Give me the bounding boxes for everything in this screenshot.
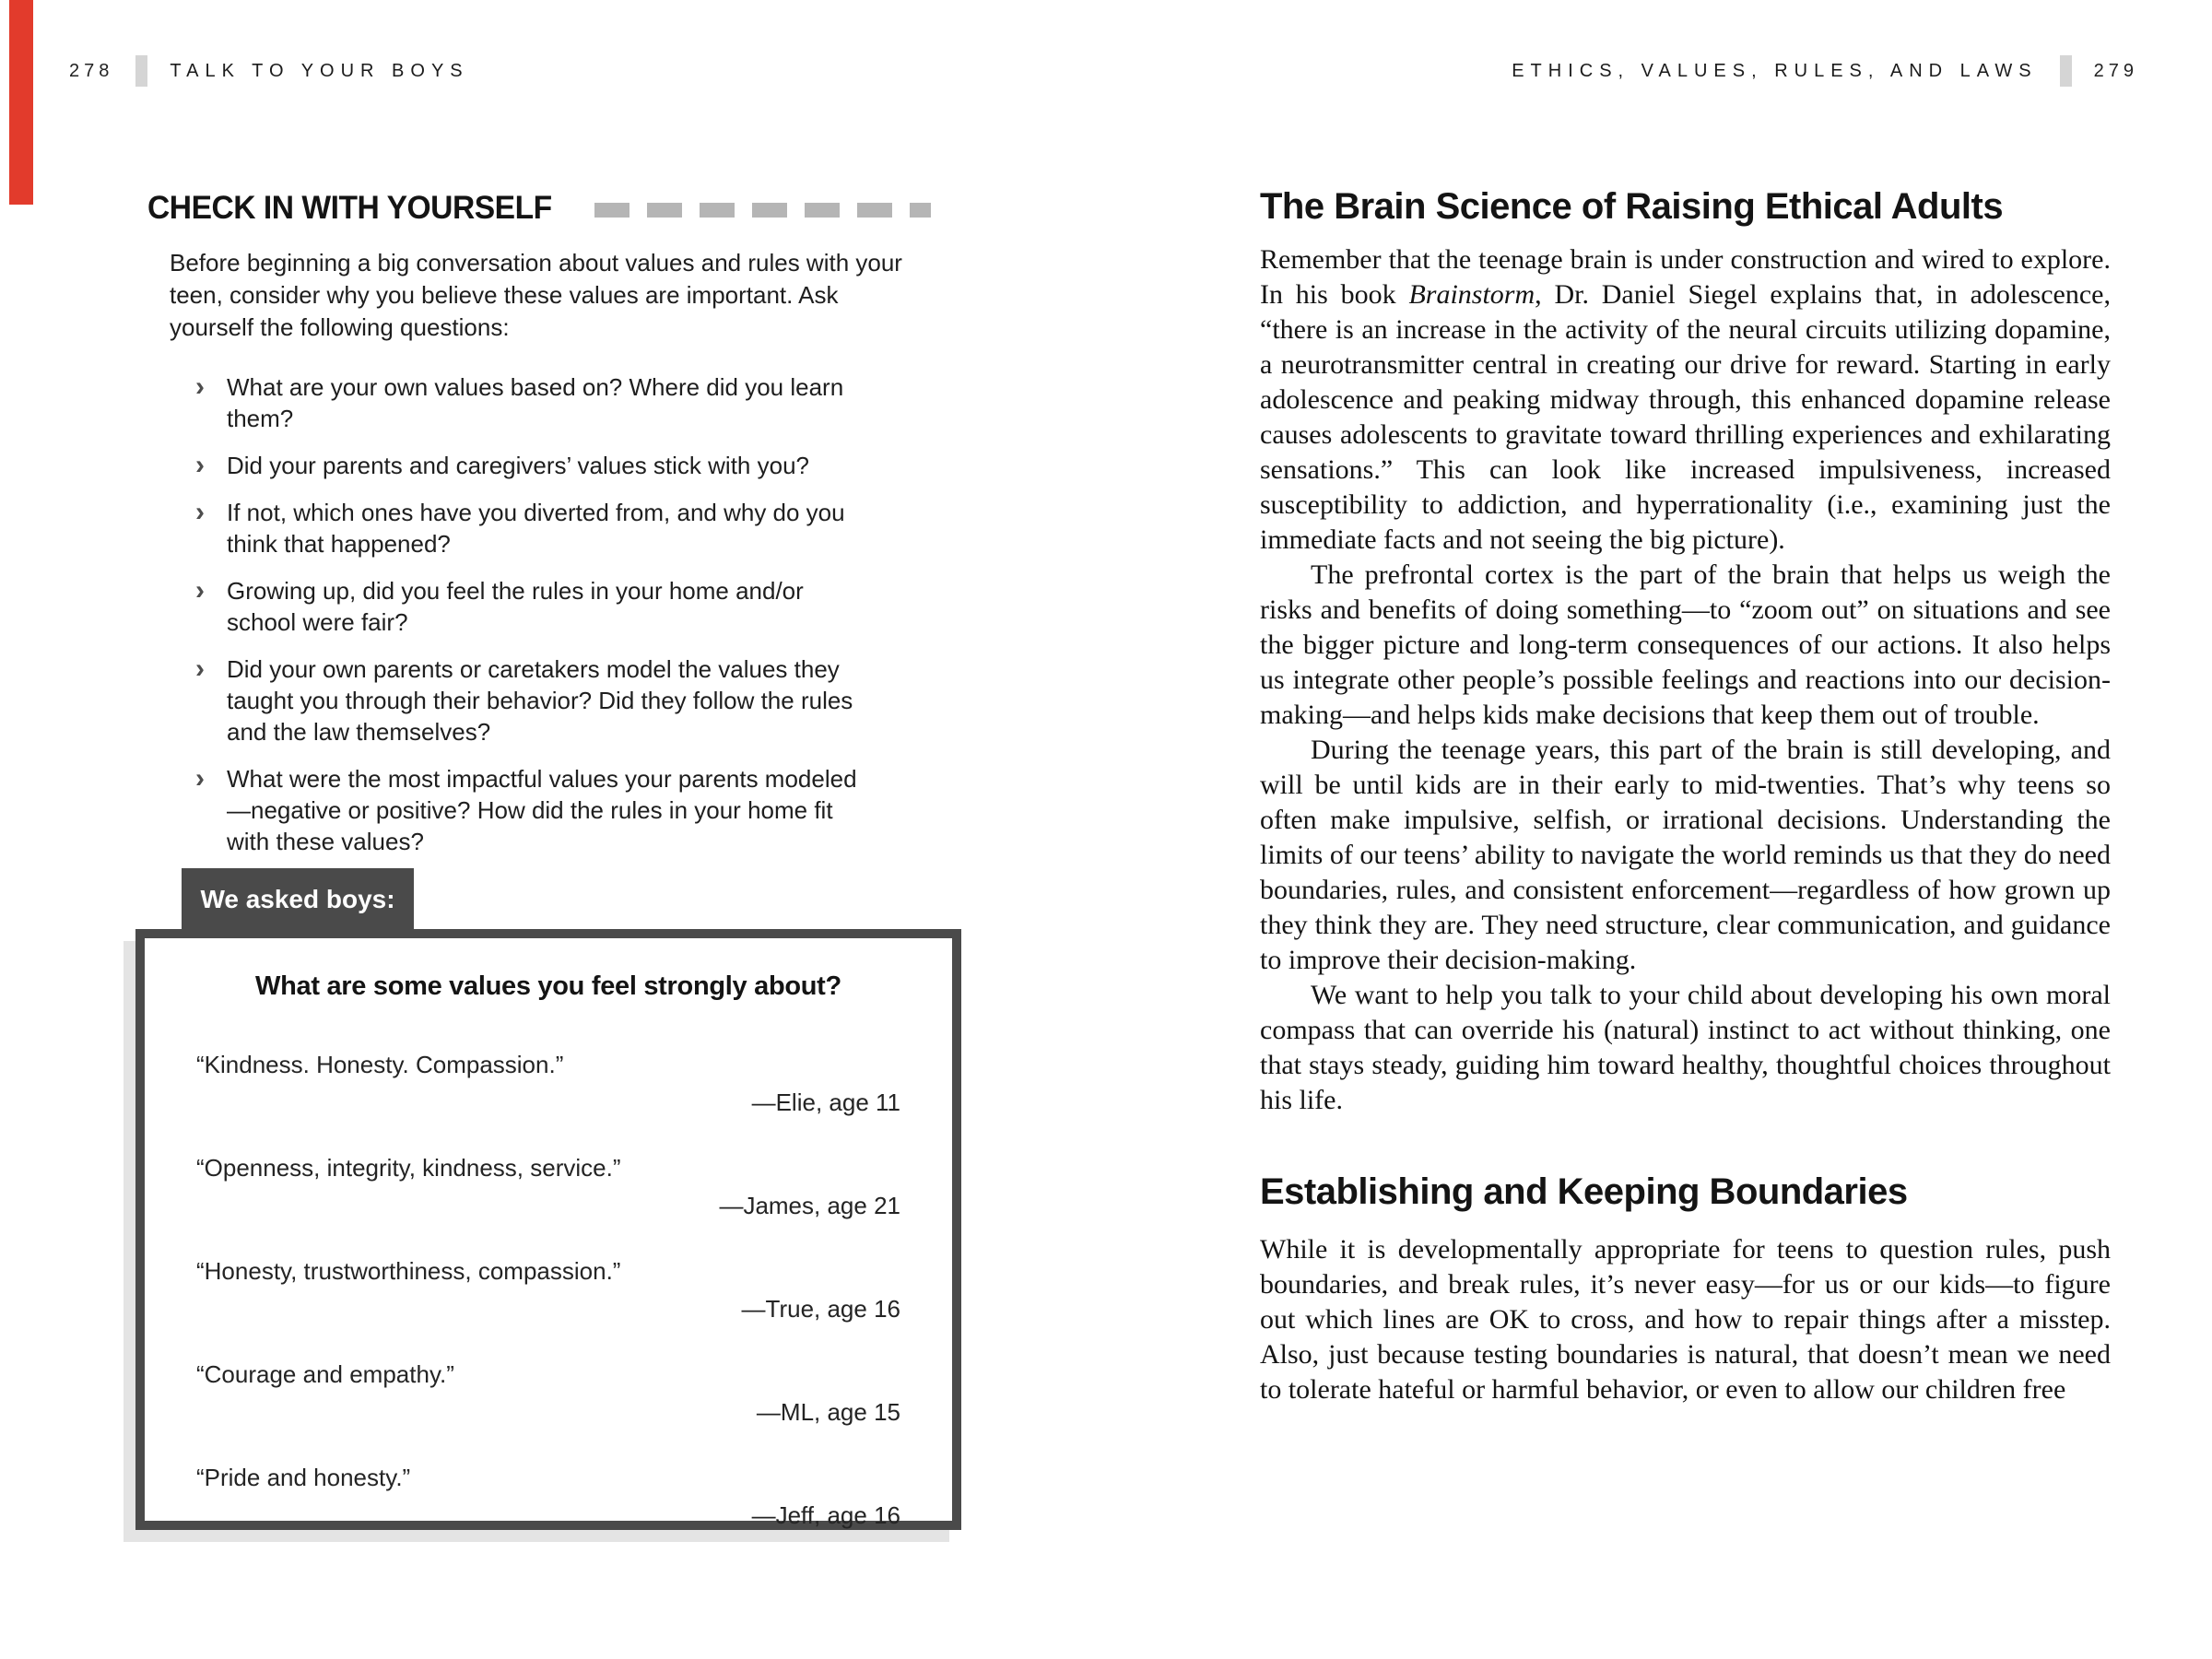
right-running-title: ETHICS, VALUES, RULES, AND LAWS [1512,61,2038,81]
header-divider-bar [135,55,147,87]
section2-body [1260,1232,2111,1407]
quote-item [196,1155,900,1220]
quote-attribution: —ML, age 15 [756,1398,900,1426]
section1-body [1260,242,2111,1118]
quote-item [196,1052,900,1117]
paragraph: While it is developmentally appropriate for teens to question rules, push boundaries, and break rules, it’s never easy—for us or our kids—to figure out which lines are OK to cross, and how to repair things after a misstep. Also, just because testing boundaries is natural, that doesn’t mean we need to tolerate hateful or harmful behavior, or even to allow our children free [1260,1234,2111,1405]
we-asked-boys-box-content [145,938,952,1530]
quote-text: “Pride and honesty.” [196,1464,411,1491]
checkin-heading: CHECK IN WITH YOURSELF [147,190,552,226]
paragraph: We want to help you talk to your child about developing his own moral compass that can override his (natural) instinct to act without thinking, one that stays steady, guiding him toward healthy, thoughtful choices throughout his life. [1260,980,2111,1115]
checkin-question-text: If not, which ones have you diverted from, and why do you think that happened? [227,499,845,558]
quote-text: “Kindness. Honesty. Compassion.” [196,1051,564,1078]
section-heading-boundaries: Establishing and Keeping Boundaries [1260,1171,1908,1212]
paragraph [1260,242,2111,558]
left-running-head [69,55,469,87]
quote-attribution: —Jeff, age 16 [751,1501,900,1529]
section-heading-brain-science: The Brain Science of Raising Ethical Adults [1260,186,2004,227]
quote-item [196,1258,900,1324]
checkin-question-text: Did your parents and caregivers’ values stick with you? [227,452,809,479]
bullet-arrow-icon: › [195,497,205,527]
bullet-arrow-icon: › [195,763,205,794]
quote-item [196,1465,900,1530]
checkin-question-item [195,653,868,747]
we-asked-boys-box [135,929,961,1530]
bullet-arrow-icon: › [195,575,205,606]
left-running-title: TALK TO YOUR BOYS [170,61,469,81]
checkin-question-text: Did your own parents or caretakers model the values they taught you through their behavior? Did they follow the rules and the law themselves? [227,655,853,746]
paragraph: The prefrontal cortex is the part of the brain that helps us weigh the risks and benefits of doing something—to “zoom out” on situations and see the bigger picture and long-term consequences of our actions. It also helps us integrate other people’s possible feelings and reactions into our decision-making—and helps kids make decisions that keep them out of trouble. [1260,559,2111,730]
checkin-question-list [195,371,868,857]
checkin-question-item [195,371,868,434]
checkin-question-item [195,575,868,638]
right-page-number: 279 [2093,61,2138,81]
right-page-column [1260,184,2111,1407]
checkin-question-text: What were the most impactful values your parents modeled—negative or positive? How did the rules in your home fit with these values? [227,765,857,855]
quote-text: “Honesty, trustworthiness, compassion.” [196,1257,621,1285]
we-asked-boys-tab [182,868,414,931]
right-running-head [1512,55,2138,87]
checkin-question-item [195,497,868,559]
checkin-question-item [195,763,868,857]
asked-box-question: What are some values you feel strongly about? [255,971,841,1001]
heading-dashes [594,203,931,218]
checkin-heading-row [147,190,931,227]
quote-list [196,1052,900,1530]
we-asked-boys-label: We asked boys: [200,885,395,913]
quote-text: “Courage and empathy.” [196,1360,454,1388]
bullet-arrow-icon: › [195,653,205,684]
book-title-italic: Brainstorm [1408,279,1535,310]
paragraph-text: , Dr. Daniel Siegel explains that, in adolescence, “there is an increase in the activity of the neural circuits utilizing dopamine, a neurotransmitter central in creating our drive for reward. Starting in early adolescence and peaking midway through, this enhanced dopamine release causes adolescents to gravitate toward thrilling experiences and exhilarating sensations.” This can look like increased impulsiveness, increased susceptibility to addiction, and hyperrationality (i.e., examining just the immediate facts and not seeing the big picture). [1260,279,2111,555]
left-page-column [147,190,931,873]
checkin-question-text: Growing up, did you feel the rules in your home and/or school were fair? [227,577,804,636]
checkin-question-item [195,450,868,481]
bullet-arrow-icon: › [195,450,205,480]
quote-item [196,1361,900,1427]
checkin-intro: Before beginning a big conversation about values and rules with your teen, consider why you believe these values are important. Ask yourself the following questions: [170,249,902,341]
header-divider-bar [2060,55,2072,87]
quote-attribution: —Elie, age 11 [751,1088,900,1116]
paragraph: During the teenage years, this part of the brain is still developing, and will be until kids are in their early to mid-twenties. That’s why teens so often make impulsive, selfish, or irrational decisions. Understanding the limits of our teens’ ability to navigate the world reminds us that they do need boundaries, rules, and consistent enforcement—regardless of how grown up they think they are. They need structure, clear communication, and guidance to improve their decision-making. [1260,735,2111,975]
bullet-arrow-icon: › [195,371,205,402]
quote-attribution: —James, age 21 [719,1192,900,1219]
bookmark-ribbon [9,0,33,205]
checkin-question-text: What are your own values based on? Where did you learn them? [227,373,844,432]
paragraph-text: Remember that the teenage brain is under construction and wired to explore. In his book [1260,244,2111,310]
quote-attribution: —True, age 16 [741,1295,900,1323]
quote-text: “Openness, integrity, kindness, service.” [196,1154,621,1182]
left-page-number: 278 [69,61,114,81]
